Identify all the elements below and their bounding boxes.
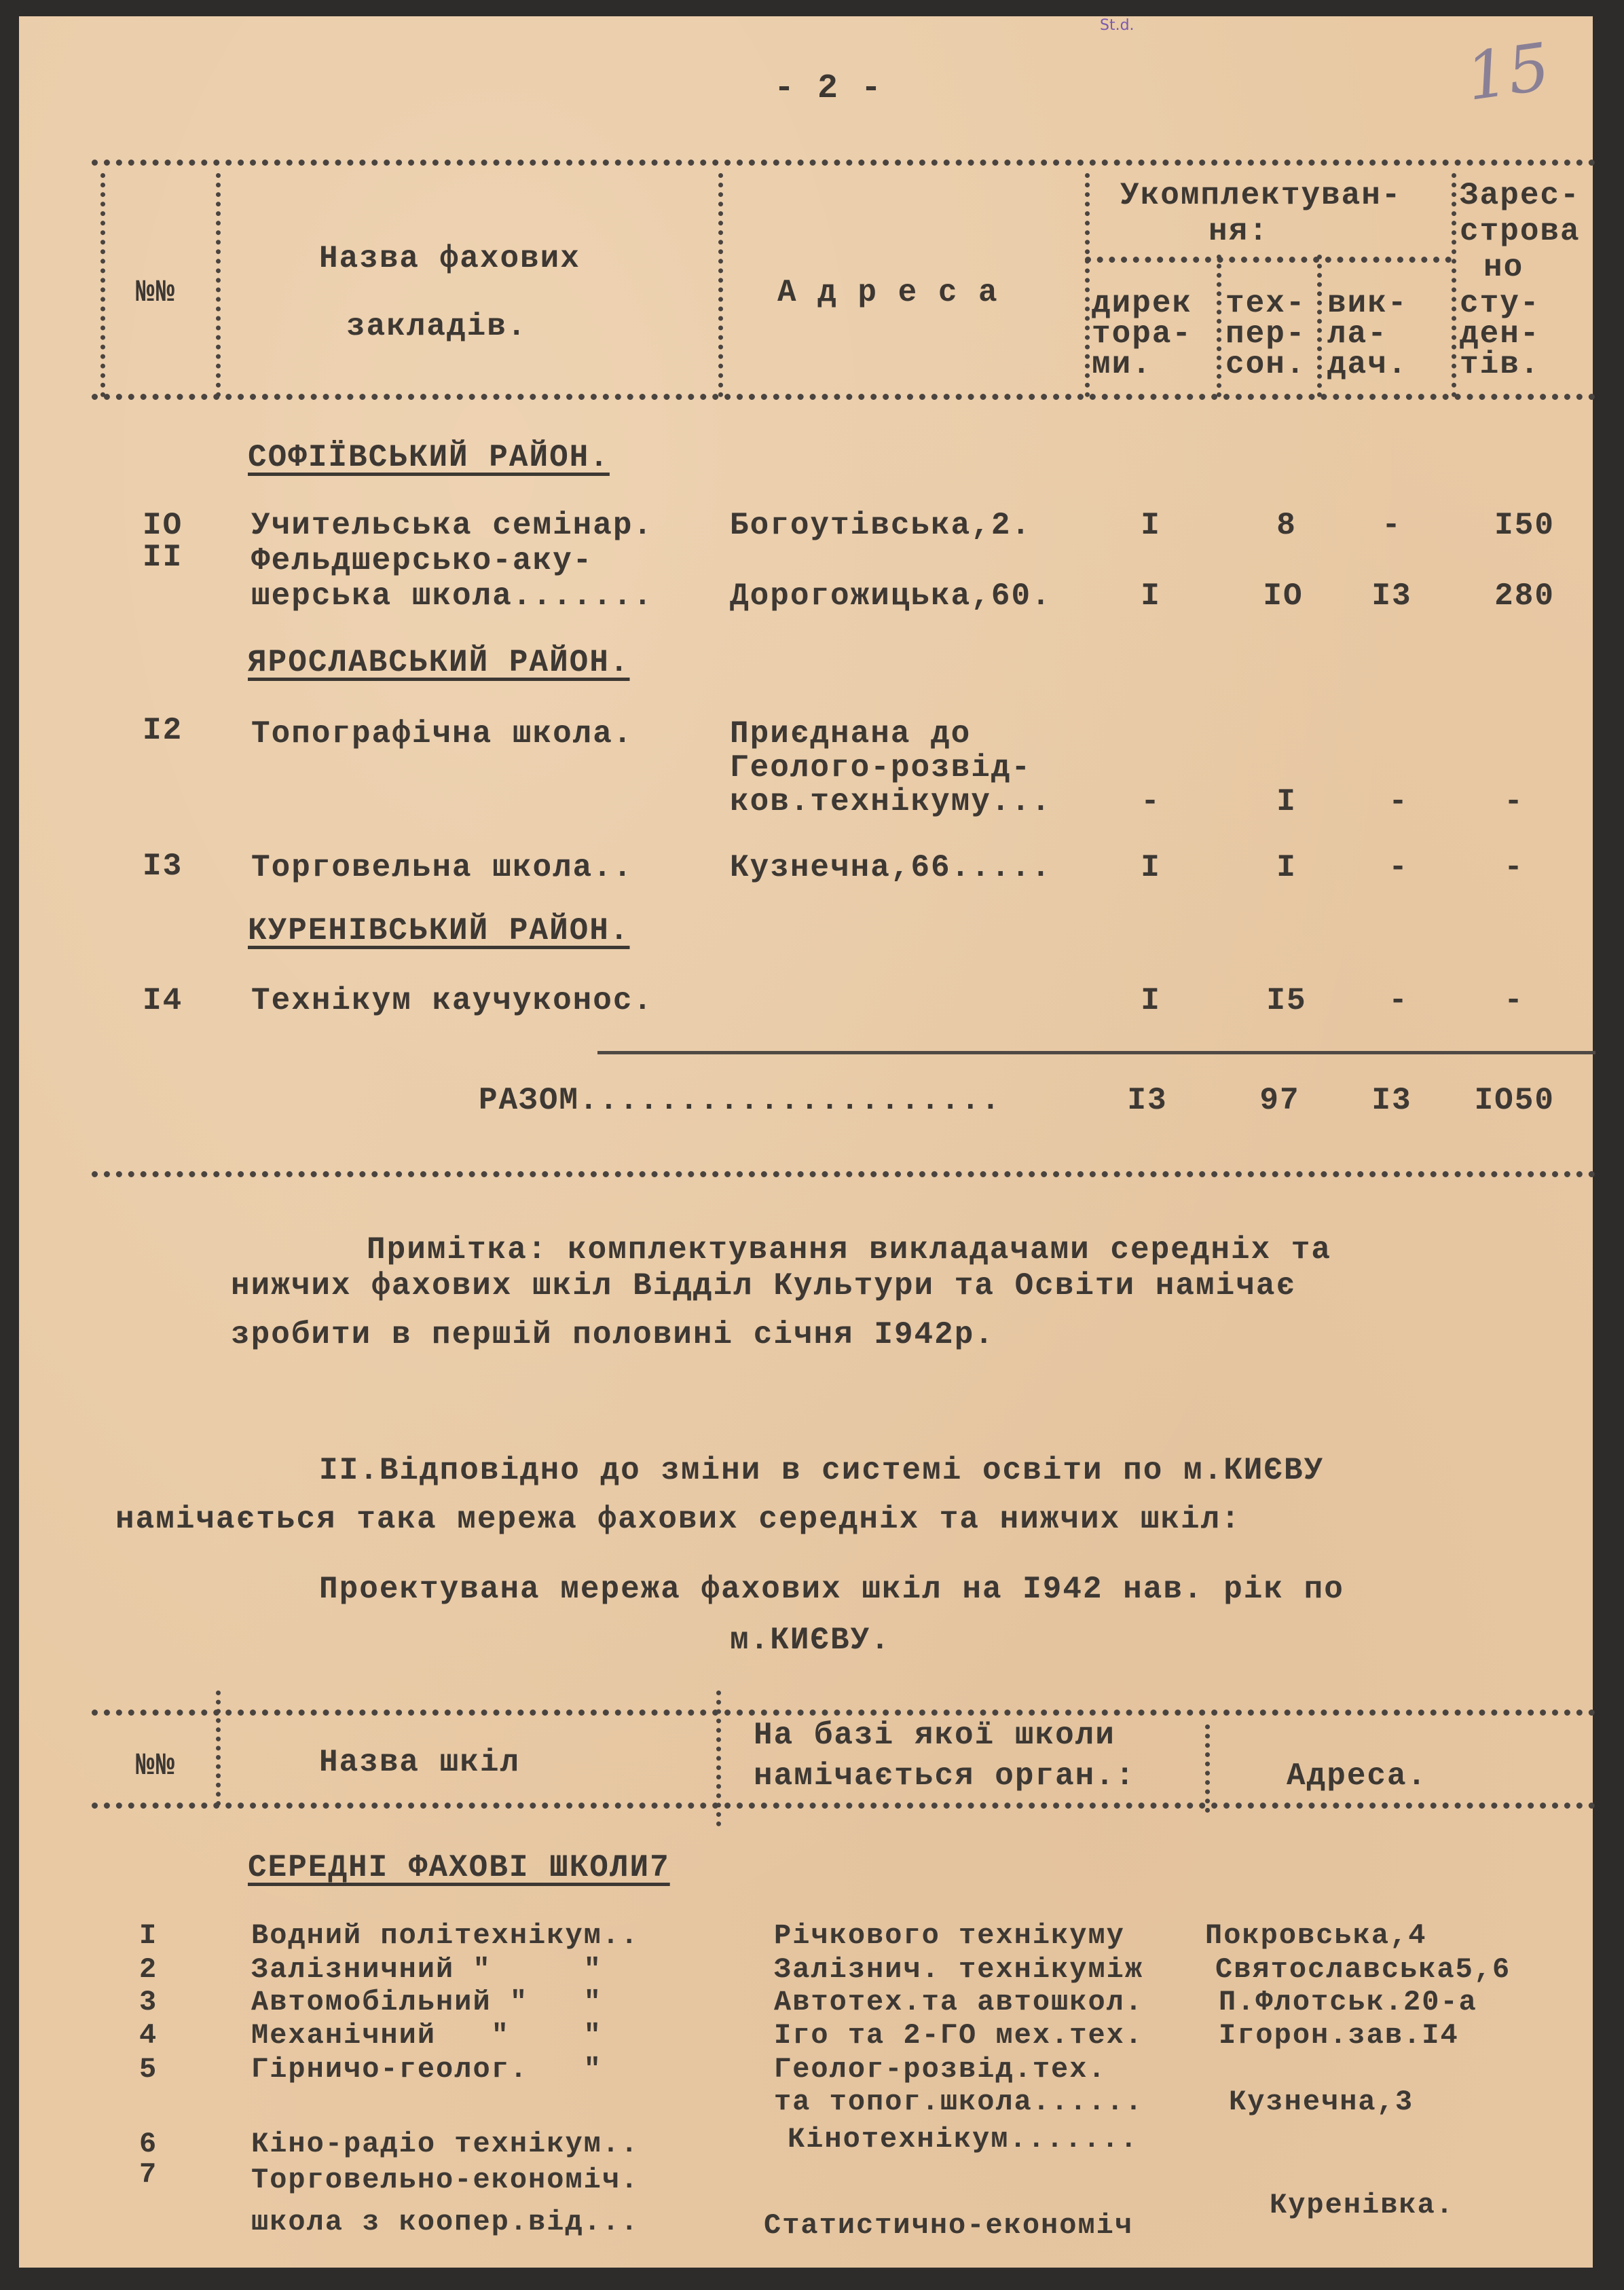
row-address-line3: ков.технікуму...	[730, 784, 1052, 819]
row-address: Богоутівська,2.	[730, 508, 1032, 543]
district-heading: СОФІЇВСЬКИЙ РАЙОН.	[248, 440, 610, 475]
table2-header-address: Адреса.	[1287, 1758, 1428, 1794]
row-tech: IO	[1263, 578, 1304, 614]
school-base: Статистично-економіч	[764, 2209, 1134, 2242]
total-separator-line	[597, 1051, 1595, 1054]
header-name-line1: Назва фахових	[319, 241, 580, 276]
header-staffing-line2: ня:	[1208, 214, 1269, 249]
row-tech: I	[1276, 784, 1297, 819]
table1-col-divider	[1452, 173, 1456, 397]
row-address: Кузнечна,66.....	[730, 850, 1052, 885]
row-address-line2: Геолого-розвід-	[730, 750, 1032, 786]
school-base: Річкового технікуму	[774, 1919, 1125, 1952]
row-students: -	[1504, 983, 1524, 1018]
table2-header-bottom-border	[92, 1803, 1595, 1809]
table2-header-base-line2: намічається орган.:	[754, 1758, 1136, 1794]
header-name-line2: закладів.	[346, 309, 528, 344]
row-teachers: I3	[1371, 578, 1412, 614]
row-directors: I	[1141, 983, 1161, 1018]
header-directors-line2: тора-	[1092, 316, 1193, 352]
header-tech-line3: сон.	[1225, 347, 1306, 382]
school-base-line2: та топог.школа......	[774, 2086, 1144, 2118]
row-teachers: -	[1388, 983, 1409, 1018]
school-address: Покровська,4	[1205, 1919, 1427, 1952]
header-directors-line3: ми.	[1092, 347, 1152, 382]
table1-col-divider	[100, 173, 105, 397]
note-line3: зробити в першій половині січня I942р.	[231, 1317, 995, 1352]
archive-folio-number: 15	[1461, 29, 1555, 115]
total-label: РАЗОМ.....................	[479, 1083, 1001, 1118]
header-registered-line4: сту-	[1460, 286, 1540, 321]
school-name: Гірничо-геолог. "	[251, 2053, 602, 2086]
row-number: I3	[143, 849, 183, 884]
purple-stamp-mark: St.d.	[1100, 17, 1134, 34]
school-number: 3	[139, 1986, 158, 2018]
table2-col-divider	[1205, 1724, 1210, 1813]
header-number: №№	[136, 275, 177, 310]
row-students: -	[1504, 784, 1524, 819]
row-number: I4	[143, 983, 183, 1018]
row-address-line1: Приєднана до	[730, 716, 972, 752]
table1-subheader-border	[1085, 257, 1452, 263]
header-registered-line6: тів.	[1460, 347, 1540, 382]
total-teachers: I3	[1371, 1083, 1412, 1118]
header-teachers-line1: вик-	[1327, 286, 1408, 321]
school-address: П.Флотськ.20-а	[1219, 1986, 1477, 2018]
total-tech: 97	[1259, 1083, 1300, 1118]
row-students: I50	[1494, 508, 1555, 543]
table1-bottom-border	[92, 1171, 1595, 1177]
school-number: 5	[139, 2053, 158, 2086]
school-name: Кіно-радіо технікум..	[251, 2128, 640, 2160]
school-name: Залізничний " "	[251, 1953, 602, 1986]
header-registered-line5: ден-	[1460, 316, 1540, 352]
row-directors: I	[1141, 578, 1161, 614]
section2-line2: намічається така мережа фахових середніх та нижчих шкіл:	[115, 1502, 1241, 1537]
header-teachers-line3: дач.	[1327, 347, 1408, 382]
row-number: IO	[143, 508, 183, 543]
row-name-line1: Фельдшерсько-аку-	[251, 543, 593, 578]
row-teachers: -	[1382, 508, 1402, 543]
table2-header-number: №№	[136, 1748, 177, 1784]
school-name: Водний політехнікум..	[251, 1919, 640, 1952]
school-base: Автотех.та автошкол.	[774, 1986, 1144, 2018]
header-tech-line2: пер-	[1225, 316, 1306, 352]
row-tech: 8	[1276, 508, 1297, 543]
school-number: 7	[139, 2158, 158, 2191]
header-address: А д р е с а	[777, 275, 999, 310]
table1-col-divider	[718, 173, 723, 397]
school-name-line2: школа з коопер.від...	[251, 2206, 640, 2238]
table1-col-divider	[1217, 255, 1221, 397]
page-number: - 2 -	[774, 69, 883, 108]
note-line1: Примітка: комплектування викладачами середніх та	[367, 1232, 1332, 1268]
school-base: Залізнич. технікуміж	[774, 1953, 1144, 1986]
table1-col-divider	[1085, 173, 1090, 397]
header-registered-line1: Зарес-	[1460, 178, 1581, 213]
header-registered-line3: но	[1483, 250, 1524, 285]
table1-top-border	[92, 160, 1595, 166]
table2-header-name: Назва шкіл	[319, 1745, 521, 1780]
row-students: 280	[1494, 578, 1555, 614]
table2-title-line1: Проектувана мережа фахових шкіл на I942 нав. рік по	[319, 1572, 1344, 1607]
row-address: Дорогожицька,60.	[730, 578, 1052, 614]
school-number: 2	[139, 1953, 158, 1986]
row-name-line2: шерська школа.......	[251, 578, 654, 614]
row-name: Топографічна школа.	[251, 716, 633, 752]
row-directors: -	[1141, 784, 1161, 819]
district-heading: КУРЕНІВСЬКИЙ РАЙОН.	[248, 913, 630, 948]
row-name: Учительська семінар.	[251, 508, 654, 543]
table1-col-divider	[216, 173, 221, 397]
school-address: Куренівка.	[1270, 2189, 1455, 2221]
table2-top-border	[92, 1710, 1595, 1716]
note-line2: нижчих фахових шкіл Відділ Культури та Освіти намічає	[231, 1268, 1297, 1304]
row-students: -	[1504, 850, 1524, 885]
header-tech-line1: тех-	[1225, 286, 1306, 321]
row-teachers: -	[1388, 850, 1409, 885]
header-registered-line2: строва	[1460, 214, 1581, 249]
school-address: Кузнечна,3	[1229, 2086, 1414, 2118]
table1-header-bottom-border	[92, 394, 1595, 400]
school-number: 4	[139, 2019, 158, 2052]
school-name: Автомобільний " "	[251, 1986, 602, 2018]
header-directors-line1: дирек	[1092, 286, 1193, 321]
row-name: Торговельна школа..	[251, 850, 633, 885]
row-tech: I5	[1266, 983, 1307, 1018]
row-teachers: -	[1388, 784, 1409, 819]
row-directors: I	[1141, 850, 1161, 885]
school-base: Кінотехнікум.......	[788, 2123, 1139, 2156]
section2-line1: II.Відповідно до зміни в системі освіти по м.КИЄВУ	[319, 1453, 1325, 1488]
row-number: I2	[143, 713, 183, 748]
table2-header-base-line1: На базі якої школи	[754, 1718, 1115, 1753]
school-address: Святославська5,6	[1215, 1953, 1511, 1986]
school-address: Ігорон.зав.I4	[1219, 2019, 1459, 2052]
total-students: IO50	[1474, 1083, 1555, 1118]
school-name-line1: Торговельно-економіч.	[251, 2164, 640, 2196]
school-name: Механічний " "	[251, 2019, 602, 2052]
table2-group-heading: СЕРЕДНІ ФАХОВІ ШКОЛИ7	[248, 1850, 670, 1885]
school-base-line1: Геолог-розвід.тех.	[774, 2053, 1107, 2086]
table2-col-divider	[216, 1691, 221, 1806]
header-teachers-line2: ла-	[1327, 316, 1388, 352]
school-number: 6	[139, 2128, 158, 2160]
table1-col-divider	[1317, 255, 1322, 397]
table2-title-line2: м.КИЄВУ.	[730, 1623, 891, 1658]
school-base: Іго та 2-ГО мех.тех.	[774, 2019, 1144, 2052]
header-staffing-line1: Укомплектуван-	[1120, 178, 1402, 213]
row-tech: I	[1276, 850, 1297, 885]
district-heading: ЯРОСЛАВСЬКИЙ РАЙОН.	[248, 645, 630, 680]
row-directors: I	[1141, 508, 1161, 543]
school-number: I	[139, 1919, 158, 1952]
row-number: II	[143, 540, 183, 575]
total-directors: I3	[1127, 1083, 1168, 1118]
row-name: Технікум каучуконос.	[251, 983, 654, 1018]
